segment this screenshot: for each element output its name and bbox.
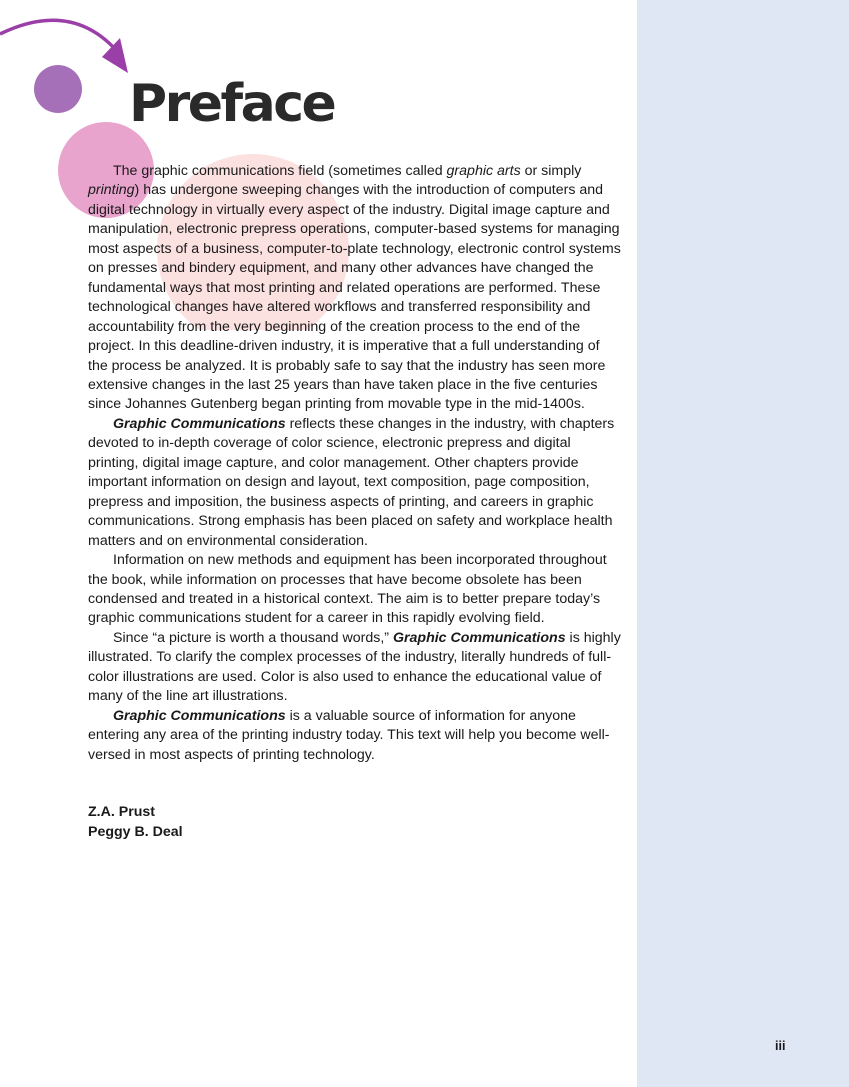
paragraph-5 bbox=[88, 707, 621, 765]
p4-text-b: is highly illustrated. To clarify the complex processes of the industry, literally hundreds of full-color illustrations are used. Color is also used to enhance the educational value of many of the line art illustrations. bbox=[88, 629, 621, 705]
arrow-head-icon bbox=[102, 38, 128, 73]
purple-circle bbox=[34, 65, 82, 113]
author-signature-block bbox=[88, 803, 183, 842]
p4-text-a: Since “a picture is worth a thousand words,” bbox=[113, 629, 393, 646]
p1-text-b: or simply bbox=[520, 163, 582, 179]
sidebar-panel bbox=[637, 0, 849, 1087]
page-title: Preface bbox=[129, 74, 335, 134]
p1-emphasis-graphic-arts: graphic arts bbox=[446, 163, 521, 179]
p1-emphasis-printing: printing bbox=[88, 182, 135, 199]
book-title: Graphic Communications bbox=[392, 629, 566, 646]
preface-body bbox=[88, 162, 621, 765]
paragraph-4 bbox=[88, 629, 621, 707]
p1-text-a: The graphic communications field (sometimes called bbox=[113, 163, 447, 179]
paragraph-3: Information on new methods and equipment has been incorporated throughout the book, while information on processes that have become obsolete has been condensed and treated in a historical context. The aim is to better prepare today’s graphic communications student for a career in this rapidly evolving field. bbox=[88, 552, 607, 627]
page-number: iii bbox=[775, 1039, 786, 1053]
p1-text-c: ) has undergone sweeping changes with the introduction of computers and digital technology in virtually every aspect of the industry. Digital image capture and manipulation, electronic prepress operations, computer-based systems for managing most aspects of a business, computer-to-plate technology, electronic control systems on presses and bindery equipment, and many other advances have changed the fundamental ways that most printing and related operations are performed. These technological changes have altered workflows and transferred responsibility and accountability from the very beginning of the creation process to the end of the project. In this deadline-driven industry, it is imperative that a full understanding of the process be analyzed. It is probably safe to say that the industry has seen more extensive changes in the last 25 years than have taken place in the five centuries since Johannes Gutenberg began printing from movable type in the mid-1400s. bbox=[88, 182, 621, 413]
paragraph-1 bbox=[88, 162, 621, 415]
p2-text: reflects these changes in the industry, with chapters devoted to in-depth coverage of color science, electronic prepress and digital printing, digital image capture, and color management. Other chapters provide important information on design and layout, text composition, page composition, prepress and imposition, the business aspects of printing, and careers in graphic communications. Strong emphasis has been placed on safety and workplace health matters and on environmental consideration. bbox=[88, 415, 615, 549]
book-title: Graphic Communications bbox=[113, 707, 286, 724]
author-name: Peggy B. Deal bbox=[88, 823, 183, 840]
paragraph-2 bbox=[88, 415, 621, 551]
author-name: Z.A. Prust bbox=[88, 804, 156, 820]
p5-text: is a valuable source of information for anyone entering any area of the printing industry today. This text will help you become well-versed in most aspects of printing technology. bbox=[88, 707, 610, 763]
book-title: Graphic Communications bbox=[113, 415, 286, 432]
curved-arrow-icon bbox=[0, 20, 116, 50]
